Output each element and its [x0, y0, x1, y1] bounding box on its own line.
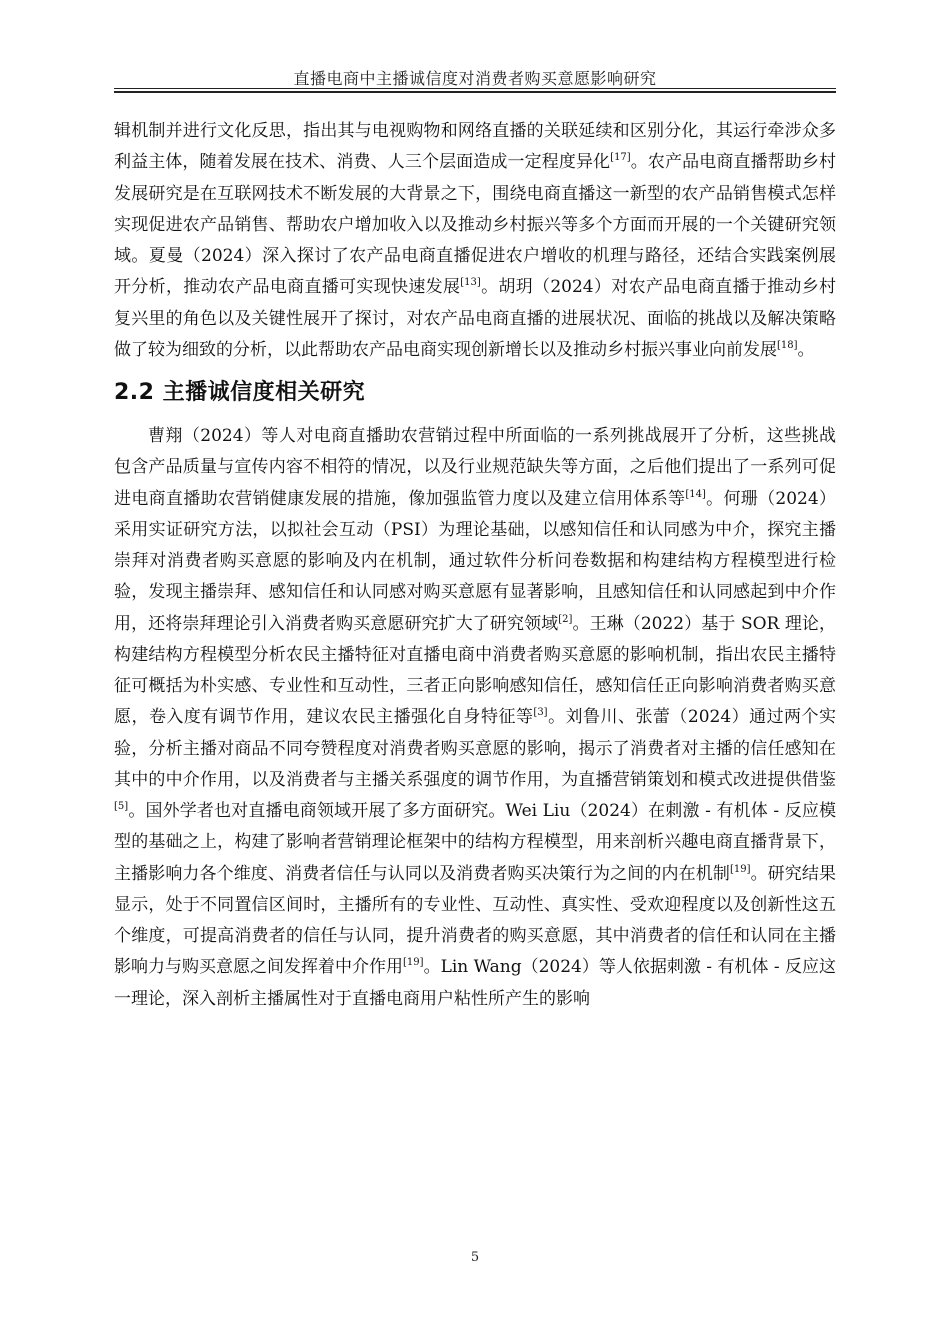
text-run: 。国外学者也对直播电商领域开展了多方面研究。Wei Liu（2024）在刺激 - 有机体 - 反应模型的基础之上，构建了影响者营销理论框架中的结构方程模型，用来剖析兴趣电商直播背景下，主播影响力各个维度、消费者信任与认同以及消费者购买决策行为之间的内在机制 [114, 801, 836, 884]
citation-marker: [3] [533, 707, 548, 719]
running-header-title: 直播电商中主播诚信度对消费者购买意愿影响研究 [293, 69, 657, 88]
text-run: 。王琳（2022）基于 SOR 理论，构建结构方程模型分析农民主播特征对直播电商中消费者购买意愿的影响机制，指出农民主播特征可概括为朴实感、专业性和互动性，三者正向影响感知信任，感知信任正向影响消费者购买意愿，卷入度有调节作用，建议农民主播强化自身特征等 [114, 613, 836, 728]
citation-marker: [14] [685, 488, 706, 500]
citation-marker: [18] [777, 339, 798, 351]
text-run: 。研究结果显示，处于不同置信区间时，主播所有的专业性、互动性、真实性、受欢迎程度以及创新性这五个维度，可提高消费者的信任与认同，提升消费者的购买意愿，其中消费者的信任和认同在主播影响力与购买意愿之间发挥着中介作用 [114, 863, 837, 978]
citation-marker: [17] [610, 152, 631, 164]
paragraph-anchor-credibility [114, 421, 836, 1015]
citation-marker: [19] [729, 863, 751, 875]
header-rule-thick [114, 91, 836, 93]
citation-marker: [13] [460, 277, 481, 289]
citation-marker: [2] [558, 613, 573, 625]
page-number: 5 [470, 1250, 480, 1265]
header-rule-thin [114, 88, 836, 89]
text-run: 。农产品电商直播帮助乡村发展研究是在互联网技术不断发展的大背景之下，围绕电商直播这一新型的农产品销售模式怎样实现促进农产品销售、帮助农户增加收入以及推动乡村振兴等多个方面而开展的一个关键研究领域。夏曼（2024）深入探讨了农产品电商直播促进农户增收的机理与路径，还结合实践案例展开分析，推动农产品电商直播可实现快速发展 [114, 152, 837, 298]
section-heading: 2.2 主播诚信度相关研究 [114, 380, 366, 405]
page-body [114, 116, 836, 1015]
text-run: 。何珊（2024）采用实证研究方法，以拟社会互动（PSI）为理论基础，以感知信任和认同感为中介，探究主播崇拜对消费者购买意愿的影响及内在机制，通过软件分析问卷数据和构建结构方程模型进行检验，发现主播崇拜、感知信任和认同感对购买意愿有显著影响，且感知信任和认同感起到中介作用，还将崇拜理论引入消费者购买意愿研究扩大了研究领域 [114, 488, 837, 634]
text-run: 辑机制并进行文化反思，指出其与电视购物和网络直播的关联延续和区别分化，其运行牵涉众多利益主体，随着发展在技术、消费、人三个层面造成一定程度异化 [114, 121, 836, 173]
text-run: 。刘鲁川、张蕾（2024）通过两个实验，分析主播对商品不同夸赞程度对消费者购买意愿的影响，揭示了消费者对主播的信任感知在其中的中介作用，以及消费者与主播关系强度的调节作用，为直播营销策划和模式改进提供借鉴 [114, 707, 836, 790]
text-run: 曹翔（2024）等人对电商直播助农营销过程中所面临的一系列挑战展开了分析，这些挑战包含产品质量与宣传内容不相符的情况，以及行业规范缺失等方面，之后他们提出了一系列可促进电商直播助农营销健康发展的措施，像加强监管力度以及建立信用体系等 [114, 426, 836, 509]
citation-marker: [5] [114, 801, 129, 812]
text-run: 。胡玥（2024）对农产品电商直播于推动乡村复兴里的角色以及关键性展开了探讨，对农产品电商直播的进展状况、面临的挑战以及解决策略做了较为细致的分析，以此帮助农产品电商实现创新增长以及推动乡村振兴事业向前发展 [114, 277, 837, 360]
citation-marker: [19] [403, 957, 424, 969]
text-run: 。 [797, 339, 815, 360]
text-run: 。Lin Wang（2024）等人依据刺激 - 有机体 - 反应这一理论，深入剖析主播属性对于直播电商用户粘性所产生的影响 [114, 957, 836, 1009]
paragraph-continued [114, 116, 836, 366]
